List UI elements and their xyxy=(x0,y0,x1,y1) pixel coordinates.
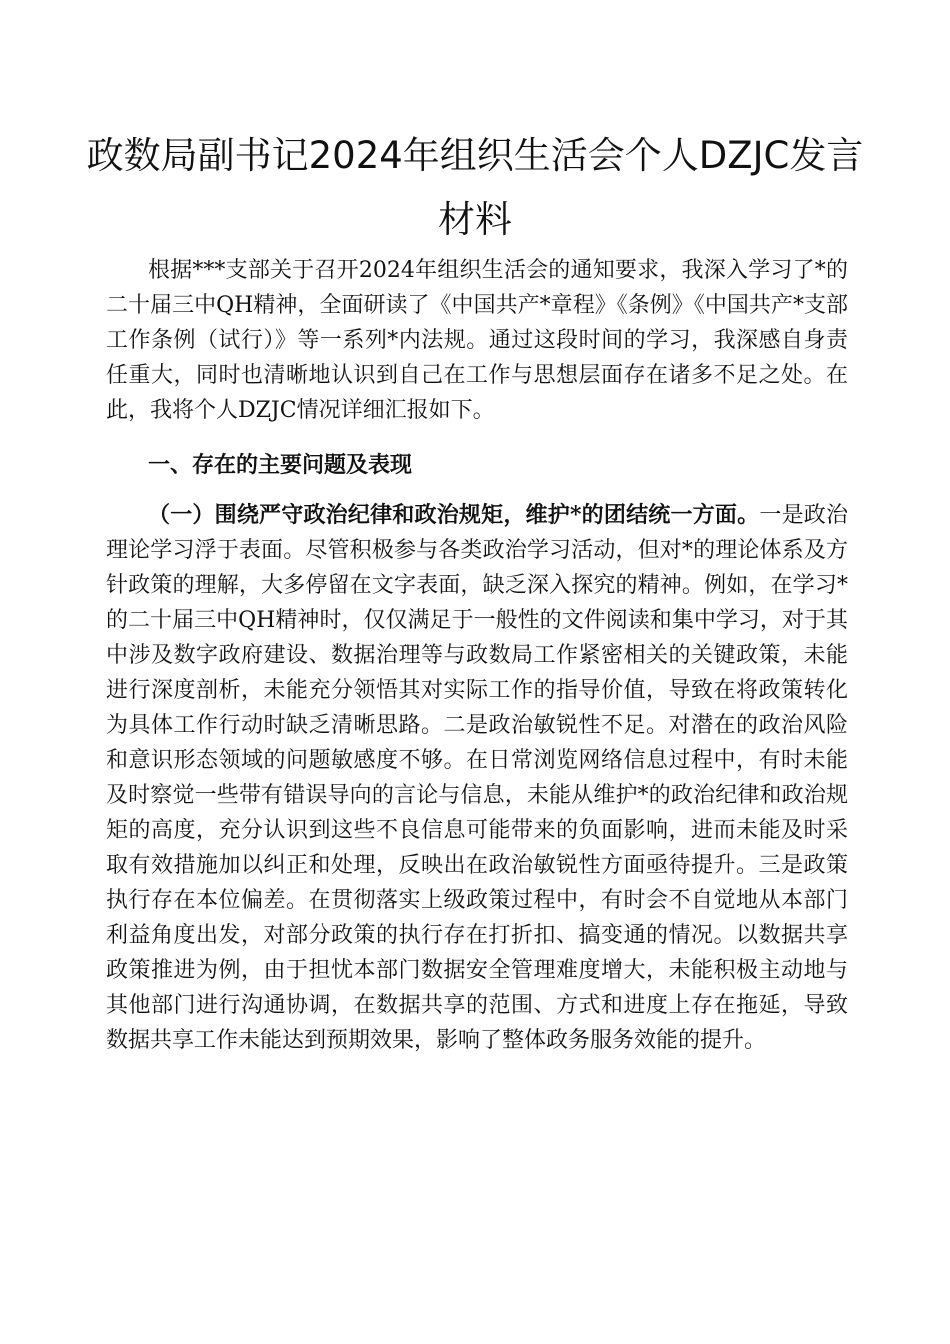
document-title-continued: 材料 xyxy=(438,198,512,241)
document-body xyxy=(106,253,848,1058)
section-heading: 一、存在的主要问题及表现 xyxy=(148,452,413,478)
subsection-lead: （一）围绕严守政治纪律和政治规矩，维护*的团结统一方面。 xyxy=(148,502,760,528)
subsection-paragraph xyxy=(106,498,848,1058)
subsection-body: 一是政治理论学习浮于表面。尽管积极参与各类政治学习活动，但对*的理论体系及方针政策的理解，大多停留在文字表面，缺乏深入探究的精神。例如，在学习*的二十届三中QH精神时，仅仅满足于一般性的文件阅读和集中学习，对于其中涉及数字政府建设、数据治理等与政数局工作紧密相关的关键政策，未能进行深度剖析，未能充分领悟其对实际工作的指导价值，导致在将政策转化为具体工作行动时缺乏清晰思路。二是政治敏锐性不足。对潜在的政治风险和意识形态领域的问题敏感度不够。在日常浏览网络信息过程中，有时未能及时察觉一些带有错误导向的言论与信息，未能从维护*的政治纪律和政治规矩的高度，充分认识到这些不良信息可能带来的负面影响，进而未能及时采取有效措施加以纠正和处理，反映出在政治敏锐性方面亟待提升。三是政策执行存在本位偏差。在贯彻落实上级政策过程中，有时会不自觉地从本部门利益角度出发，对部分政策的执行存在打折扣、搞变通的情况。以数据共享政策推进为例，由于担忧本部门数据安全管理难度增大，未能积极主动地与其他部门进行沟通协调，在数据共享的范围、方式和进度上存在拖延，导致数据共享工作未能达到预期效果，影响了整体政务服务效能的提升。 xyxy=(106,503,848,1053)
intro-paragraph: 根据***支部关于召开2024年组织生活会的通知要求，我深入学习了*的二十届三中QH精神，全面研读了《中国共产*章程》《条例》《中国共产*支部工作条例（试行）》等一系列*内法规。通过这段时间的学习，我深感自身责任重大，同时也清晰地认识到自己在工作与思想层面存在诸多不足之处。在此，我将个人DZJC情况详细汇报如下。 xyxy=(106,258,848,423)
document-title: 政数局副书记2024年组织生活会个人DZJC发言 xyxy=(86,134,864,177)
